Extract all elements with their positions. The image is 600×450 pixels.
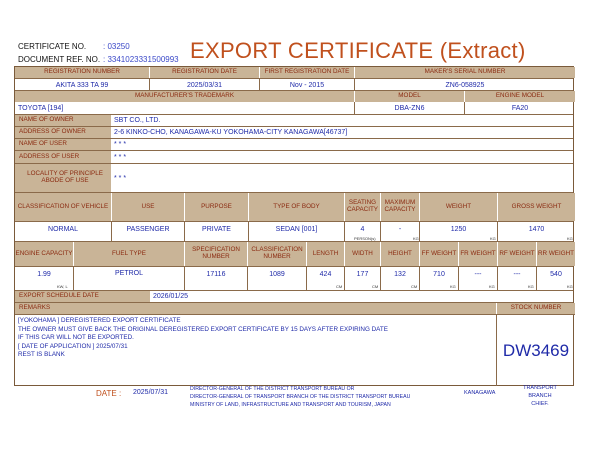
user-address: * * * [114, 153, 127, 161]
body-type-label: TYPE OF BODY [249, 193, 344, 221]
authority-line: DIRECTOR-GENERAL OF TRANSPORT BRANCH OF THE DISTRICT TRANSPORT BUREAU [190, 394, 411, 401]
max-capacity-value: - [398, 225, 402, 233]
document-ref-value: : 3341023331500993 [103, 55, 179, 64]
registration-date: 2025/03/31 [186, 81, 223, 89]
locality-row [15, 164, 573, 193]
length-value: 424 [319, 270, 332, 278]
rf-weight-unit: KG [528, 284, 534, 289]
classification-number-label: CLASSIFICATION NUMBER [248, 242, 306, 266]
chief-line: TRANSPORT [523, 385, 557, 391]
registration-number-label: REGISTRATION NUMBER [15, 67, 149, 78]
rf-weight-value: --- [513, 270, 521, 278]
document-ref-label: DOCUMENT REF. NO. [18, 55, 101, 64]
owner-name-row [15, 115, 573, 127]
page-title: EXPORT CERTIFICATE (Extract) [190, 38, 526, 63]
rf-weight-label: RF WEIGHT [498, 242, 536, 266]
chief-line: CHIEF. [531, 400, 549, 407]
height-label: HEIGHT [381, 242, 419, 266]
authority-line: DIRECTOR-GENERAL OF THE DISTRICT TRANSPORT BUREAU OR [190, 386, 355, 392]
serial-number: ZN6-058925 [445, 81, 485, 89]
footer-date-label: DATE : [96, 389, 122, 398]
model-label: MODEL [355, 91, 464, 102]
width-label: WIDTH [345, 242, 380, 266]
fr-weight-unit: KG [489, 284, 495, 289]
gross-weight-unit: KG [567, 236, 573, 241]
gross-weight-value: 1470 [528, 225, 545, 233]
registration-number: AKITA 333 TA 99 [55, 81, 109, 89]
fr-weight-value: --- [474, 270, 482, 278]
fuel-type-label: FUEL TYPE [74, 242, 184, 266]
rr-weight-value: 540 [550, 270, 562, 278]
length-unit: CM [336, 284, 343, 289]
rr-weight-label: RR WEIGHT [537, 242, 575, 266]
remarks-line: [YOKOHAMA ] DEREGISTERED EXPORT CERTIFICATE [18, 317, 181, 324]
specs-values-row [15, 266, 573, 291]
trademark-label: MANUFACTURER'S TRADEMARK [15, 91, 354, 102]
export-schedule-row [15, 291, 573, 303]
serial-number-label: MAKER'S SERIAL NUMBER [355, 67, 575, 78]
export-schedule-date: 2026/01/25 [153, 293, 189, 300]
owner-name: SBT CO., LTD. [114, 117, 161, 124]
certificate-no-label: CERTIFICATE NO. [18, 42, 87, 51]
remarks-line: IF THIS CAR WILL NOT BE EXPORTED. [18, 334, 134, 342]
remarks-line: [ DATE OF APPLICATION ] 2025/07/31 [18, 342, 128, 350]
locality-value: * * * [114, 174, 127, 182]
classification-number-value: 1089 [269, 270, 285, 278]
use-value: PASSENGER [126, 225, 170, 233]
rr-weight-unit: KG [567, 284, 573, 289]
user-name-label: NAME OF USER [15, 139, 111, 150]
weight-label: WEIGHT [420, 193, 497, 221]
trademark-value: TOYOTA [194] [18, 104, 64, 112]
remarks-body [15, 314, 496, 386]
height-unit: CM [411, 284, 418, 289]
user-address-row [15, 151, 573, 164]
fuel-type-value: PETROL [114, 269, 143, 277]
seating-unit: PERSON(s) [354, 236, 376, 241]
export-schedule-label: EXPORT SCHEDULE DATE [15, 291, 150, 302]
footer-place: KANAGAWA [464, 390, 496, 396]
weight-value: 1250 [450, 225, 467, 233]
user-name-row [15, 139, 573, 151]
max-capacity-unit: KG [413, 236, 419, 241]
authority-block [190, 385, 410, 409]
fr-weight-label: FR WEIGHT [459, 242, 497, 266]
stock-number-label: STOCK NUMBER [497, 303, 575, 314]
engine-model-label: ENGINE MODEL [465, 91, 575, 102]
width-value: 177 [356, 270, 369, 278]
engine-capacity-value: 1.99 [37, 270, 51, 278]
owner-address: 2-6 KINKO-CHO, KANAGAWA-KU YOKOHAMA-CITY KANAGAWA[46737] [114, 129, 348, 136]
classification-value: NORMAL [48, 225, 78, 233]
registration-values-row [15, 78, 573, 91]
owner-address-label: ADDRESS OF OWNER [15, 127, 111, 138]
user-name: * * * [114, 141, 127, 148]
certificate-form [14, 66, 574, 386]
engine-model-value: FA20 [511, 104, 529, 112]
certificate-no-value: : 03250 [103, 42, 130, 51]
owner-name-label: NAME OF OWNER [15, 115, 111, 126]
remarks-label: REMARKS [15, 303, 496, 314]
footer-date: 2025/07/31 [133, 389, 169, 396]
chief-line: BRANCH [528, 392, 552, 399]
authority-line: MINISTRY OF LAND, INFRASTRUCTURE AND TRANSPORT AND TOURISM, JAPAN [190, 402, 391, 409]
locality-label: LOCALITY OF PRINCIPLE ABODE OF USE [15, 164, 111, 192]
owner-address-row [15, 127, 573, 139]
purpose-value: PRIVATE [202, 225, 231, 233]
length-label: LENGTH [307, 242, 344, 266]
ff-weight-label: FF WEIGHT [420, 242, 458, 266]
classification-values-row [15, 221, 573, 242]
use-label: USE [112, 193, 184, 221]
max-capacity-label: MAXIMUM CAPACITY [381, 193, 419, 221]
first-registration-label: FIRST REGISTRATION DATE [260, 67, 354, 78]
ff-weight-unit: KG [450, 284, 456, 289]
width-unit: CM [372, 284, 379, 289]
purpose-label: PURPOSE [185, 193, 248, 221]
remarks-line: THE OWNER MUST GIVE BACK THE ORIGINAL DEREGISTERED EXPORT CERTIFICATE BY 15 DAYS AFTER EXPIRING DATE [18, 325, 388, 333]
height-value: 132 [394, 270, 406, 278]
weight-unit: KG [490, 236, 496, 241]
registration-date-label: REGISTRATION DATE [150, 67, 259, 78]
spec-number-label: SPECIFICATION NUMBER [185, 242, 247, 266]
spec-number-value: 17116 [206, 270, 226, 278]
ff-weight-value: 710 [433, 270, 445, 278]
trademark-values-row [15, 102, 573, 115]
gross-weight-label: GROSS WEIGHT [498, 193, 575, 221]
remarks-line: REST IS BLANK [18, 351, 65, 359]
body-type-value: SEDAN [001] [275, 225, 318, 233]
engine-capacity-unit: KW, L [57, 284, 68, 289]
seating-label: SEATING CAPACITY [345, 193, 380, 221]
stock-number: DW3469 [502, 340, 570, 360]
user-address-label: ADDRESS OF USER [15, 151, 111, 163]
classification-label: CLASSIFICATION OF VEHICLE [15, 193, 111, 221]
chief-block [520, 385, 560, 409]
seating-value: 4 [360, 225, 365, 233]
model-value: DBA-ZN6 [394, 104, 425, 112]
first-registration-date: Nov - 2015 [289, 81, 325, 89]
engine-capacity-label: ENGINE CAPACITY [15, 242, 73, 266]
stock-number-box [496, 314, 575, 386]
